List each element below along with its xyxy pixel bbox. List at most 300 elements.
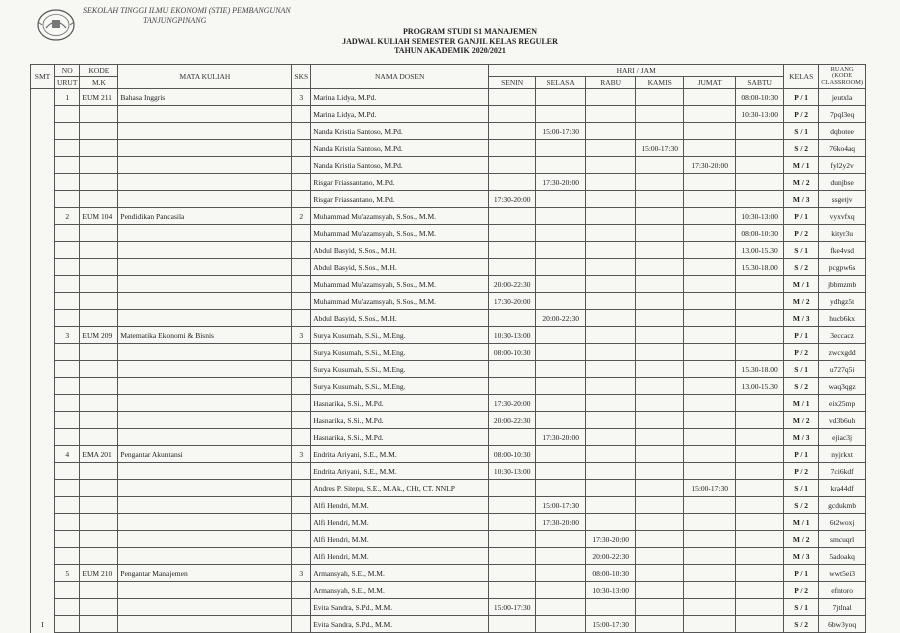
row-sks xyxy=(292,344,311,361)
row-sks xyxy=(292,395,311,412)
row-kelas: P / 1 xyxy=(784,565,819,582)
row-rabu xyxy=(586,157,636,174)
row-dosen: Nanda Kristia Santoso, M.Pd. xyxy=(311,123,489,140)
row-senin xyxy=(489,310,536,327)
row-rabu xyxy=(586,412,636,429)
institution-name xyxy=(83,6,291,26)
row-kode xyxy=(80,157,118,174)
header-day-jumat: JUMAT xyxy=(684,77,736,89)
row-selasa xyxy=(536,259,586,276)
row-dosen: Hasnarika, S.Si., M.Pd. xyxy=(311,395,489,412)
row-kode xyxy=(80,378,118,395)
row-jumat xyxy=(684,395,736,412)
row-ruang: pcgpw6s xyxy=(819,259,866,276)
row-kode xyxy=(80,123,118,140)
row-ruang: ejiac3j xyxy=(819,429,866,446)
row-kode: EUM 211 xyxy=(80,89,118,106)
row-smt xyxy=(31,259,55,276)
row-no xyxy=(55,395,80,412)
row-kamis xyxy=(636,225,684,242)
row-sks xyxy=(292,293,311,310)
row-kelas: M / 3 xyxy=(784,429,819,446)
row-kamis xyxy=(636,446,684,463)
row-kelas: M / 1 xyxy=(784,514,819,531)
row-jumat xyxy=(684,582,736,599)
row-jumat xyxy=(684,123,736,140)
row-jumat xyxy=(684,599,736,616)
row-rabu: 15:00-17:30 xyxy=(586,616,636,633)
row-kelas: M / 2 xyxy=(784,174,819,191)
row-sks xyxy=(292,157,311,174)
row-no xyxy=(55,480,80,497)
row-senin xyxy=(489,225,536,242)
row-selasa xyxy=(536,361,586,378)
row-mata-kuliah xyxy=(118,140,292,157)
row-smt xyxy=(31,242,55,259)
row-no xyxy=(55,429,80,446)
row-no xyxy=(55,412,80,429)
row-jumat xyxy=(684,276,736,293)
row-dosen: Hasnarika, S.Si., M.Pd. xyxy=(311,429,489,446)
row-kamis xyxy=(636,106,684,123)
row-ruang: fyl2y2v xyxy=(819,157,866,174)
row-mata-kuliah xyxy=(118,514,292,531)
row-kelas: P / 2 xyxy=(784,582,819,599)
row-rabu xyxy=(586,378,636,395)
row-mata-kuliah: Bahasa Inggris xyxy=(118,89,292,106)
row-ruang: vyxvfxq xyxy=(819,208,866,225)
row-jumat xyxy=(684,293,736,310)
row-ruang: 6t2woxj xyxy=(819,514,866,531)
row-dosen: Andres P. Sitepu, S.E., M.Ak., CHt, CT. NNLP xyxy=(311,480,489,497)
row-selasa xyxy=(536,412,586,429)
row-dosen: Hasnarika, S.Si., M.Pd. xyxy=(311,412,489,429)
row-sabtu xyxy=(736,276,784,293)
row-ruang: u727q5i xyxy=(819,361,866,378)
row-senin: 17:30-20:00 xyxy=(489,395,536,412)
row-kamis xyxy=(636,599,684,616)
row-senin: 08:00-10:30 xyxy=(489,344,536,361)
row-jumat xyxy=(684,548,736,565)
row-mata-kuliah xyxy=(118,497,292,514)
row-senin xyxy=(489,582,536,599)
row-sks xyxy=(292,310,311,327)
row-sabtu xyxy=(736,429,784,446)
row-ruang: jbbmzmb xyxy=(819,276,866,293)
row-kode xyxy=(80,259,118,276)
row-dosen: Marina Lidya, M.Pd. xyxy=(311,89,489,106)
row-kelas: P / 2 xyxy=(784,106,819,123)
row-mata-kuliah xyxy=(118,361,292,378)
row-no xyxy=(55,310,80,327)
row-no xyxy=(55,242,80,259)
row-selasa xyxy=(536,208,586,225)
row-sabtu: 15.30-18.00 xyxy=(736,361,784,378)
row-smt xyxy=(31,310,55,327)
row-sabtu xyxy=(736,582,784,599)
row-no xyxy=(55,531,80,548)
row-mata-kuliah xyxy=(118,310,292,327)
row-jumat xyxy=(684,429,736,446)
row-kelas: M / 3 xyxy=(784,548,819,565)
row-kamis xyxy=(636,191,684,208)
row-selasa xyxy=(536,616,586,633)
row-dosen: Muhammad Mu'azamsyah, S.Sos., M.M. xyxy=(311,293,489,310)
row-no xyxy=(55,191,80,208)
row-selasa: 20:00-22:30 xyxy=(536,310,586,327)
row-smt xyxy=(31,378,55,395)
row-jumat xyxy=(684,310,736,327)
row-no: 4 xyxy=(55,446,80,463)
header-day-selasa: SELASA xyxy=(536,77,586,89)
row-sabtu xyxy=(736,548,784,565)
header-no: NO xyxy=(55,65,80,77)
row-rabu xyxy=(586,293,636,310)
row-sks xyxy=(292,123,311,140)
row-smt xyxy=(31,327,55,344)
row-kelas: S / 1 xyxy=(784,480,819,497)
row-sks xyxy=(292,225,311,242)
row-ruang: efntoro xyxy=(819,582,866,599)
row-senin xyxy=(489,242,536,259)
row-kode xyxy=(80,106,118,123)
row-kamis xyxy=(636,157,684,174)
row-jumat xyxy=(684,514,736,531)
table-row xyxy=(31,565,866,582)
row-rabu xyxy=(586,599,636,616)
row-dosen: Alfi Hendri, M.M. xyxy=(311,548,489,565)
row-rabu xyxy=(586,208,636,225)
row-smt xyxy=(31,123,55,140)
row-selasa xyxy=(536,548,586,565)
row-ruang: waq3qgz xyxy=(819,378,866,395)
row-smt xyxy=(31,582,55,599)
row-dosen: Risgar Friassantano, M.Pd. xyxy=(311,191,489,208)
table-row xyxy=(31,548,866,565)
row-ruang: 7pql3eq xyxy=(819,106,866,123)
row-kode xyxy=(80,514,118,531)
row-kelas: M / 3 xyxy=(784,191,819,208)
row-sabtu xyxy=(736,616,784,633)
row-sks: 3 xyxy=(292,327,311,344)
row-mata-kuliah xyxy=(118,344,292,361)
row-kode xyxy=(80,395,118,412)
row-selasa xyxy=(536,89,586,106)
row-smt xyxy=(31,548,55,565)
row-smt xyxy=(31,463,55,480)
row-ruang: nyjrkxt xyxy=(819,446,866,463)
row-smt xyxy=(31,208,55,225)
row-kamis xyxy=(636,276,684,293)
row-kamis xyxy=(636,616,684,633)
header-hari-jam: HARI / JAM xyxy=(489,65,784,77)
row-senin xyxy=(489,378,536,395)
row-jumat xyxy=(684,378,736,395)
row-sabtu: 10:30-13:00 xyxy=(736,106,784,123)
row-selasa xyxy=(536,327,586,344)
row-senin xyxy=(489,429,536,446)
row-kamis xyxy=(636,123,684,140)
row-mata-kuliah: Matematika Ekonomi & Bisnis xyxy=(118,327,292,344)
row-kelas: M / 2 xyxy=(784,293,819,310)
row-mata-kuliah xyxy=(118,242,292,259)
row-jumat xyxy=(684,361,736,378)
row-selasa xyxy=(536,565,586,582)
row-selasa xyxy=(536,599,586,616)
row-selasa xyxy=(536,191,586,208)
row-selasa xyxy=(536,157,586,174)
header-ruang-line2: (KODE xyxy=(832,72,853,80)
header-kelas: KELAS xyxy=(784,65,819,89)
row-sks xyxy=(292,106,311,123)
row-smt xyxy=(31,225,55,242)
row-kode: EUM 209 xyxy=(80,327,118,344)
table-row xyxy=(31,174,866,191)
row-rabu xyxy=(586,395,636,412)
row-senin xyxy=(489,531,536,548)
row-kode xyxy=(80,463,118,480)
header-day-senin: SENIN xyxy=(489,77,536,89)
row-selasa: 17:30-20:00 xyxy=(536,429,586,446)
header-day-sabtu: SABTU xyxy=(736,77,784,89)
row-rabu: 17:30-20:00 xyxy=(586,531,636,548)
row-kode xyxy=(80,548,118,565)
row-dosen: Evita Sandra, S.Pd., M.M. xyxy=(311,599,489,616)
table-row xyxy=(31,361,866,378)
row-no: 3 xyxy=(55,327,80,344)
row-sabtu xyxy=(736,514,784,531)
document-title xyxy=(0,27,900,56)
row-kode xyxy=(80,225,118,242)
row-smt xyxy=(31,514,55,531)
row-kelas: P / 1 xyxy=(784,208,819,225)
table-row xyxy=(31,225,866,242)
row-dosen: Surya Kusumah, S.Si., M.Eng. xyxy=(311,361,489,378)
row-kamis xyxy=(636,378,684,395)
row-sks xyxy=(292,242,311,259)
row-dosen: Abdul Basyid, S.Sos., M.H. xyxy=(311,259,489,276)
row-rabu xyxy=(586,480,636,497)
row-selasa: 15:00-17:30 xyxy=(536,123,586,140)
row-rabu xyxy=(586,327,636,344)
title-line2: JADWAL KULIAH SEMESTER GANJIL KELAS REGULER xyxy=(342,36,558,46)
row-rabu xyxy=(586,497,636,514)
row-ruang: 6bw3yoq xyxy=(819,616,866,633)
row-mata-kuliah xyxy=(118,174,292,191)
row-ruang: 7ci6kdf xyxy=(819,463,866,480)
row-senin xyxy=(489,361,536,378)
row-smt xyxy=(31,361,55,378)
table-row xyxy=(31,378,866,395)
row-dosen: Surya Kusumah, S.Si., M.Eng. xyxy=(311,378,489,395)
row-jumat xyxy=(684,616,736,633)
row-mata-kuliah xyxy=(118,429,292,446)
row-ruang: dqbotee xyxy=(819,123,866,140)
table-row xyxy=(31,89,866,106)
row-rabu: 10:30-13:00 xyxy=(586,582,636,599)
row-selasa xyxy=(536,276,586,293)
table-row xyxy=(31,208,866,225)
row-ruang: gcdukmb xyxy=(819,497,866,514)
row-jumat: 17:30-20:00 xyxy=(684,157,736,174)
header-ruang-line3: CLASSROOM) xyxy=(821,78,864,86)
row-kelas: M / 1 xyxy=(784,395,819,412)
header-sks: SKS xyxy=(292,65,311,89)
row-ruang: vd3b6uh xyxy=(819,412,866,429)
row-senin xyxy=(489,174,536,191)
header-ruang-line1: RUANG xyxy=(830,65,854,73)
table-row xyxy=(31,395,866,412)
row-sks xyxy=(292,582,311,599)
row-rabu xyxy=(586,429,636,446)
table-row xyxy=(31,463,866,480)
row-sabtu: 10:30-13:00 xyxy=(736,208,784,225)
row-selasa xyxy=(536,582,586,599)
row-no xyxy=(55,548,80,565)
row-selasa: 17:30-20:00 xyxy=(536,174,586,191)
row-sabtu xyxy=(736,140,784,157)
table-row xyxy=(31,327,866,344)
row-jumat xyxy=(684,89,736,106)
row-no xyxy=(55,123,80,140)
row-selasa xyxy=(536,344,586,361)
row-dosen: Alfi Hendri, M.M. xyxy=(311,497,489,514)
row-no xyxy=(55,157,80,174)
row-ruang: ydhgz5t xyxy=(819,293,866,310)
row-dosen: Surya Kusumah, S.Si., M.Eng. xyxy=(311,344,489,361)
row-no xyxy=(55,599,80,616)
row-smt xyxy=(31,395,55,412)
row-ruang: 76ko4aq xyxy=(819,140,866,157)
row-kelas: S / 1 xyxy=(784,361,819,378)
row-kelas: S / 2 xyxy=(784,497,819,514)
row-no: 1 xyxy=(55,89,80,106)
row-no xyxy=(55,463,80,480)
row-sks xyxy=(292,259,311,276)
table-row xyxy=(31,140,866,157)
table-row xyxy=(31,344,866,361)
institution-line1: SEKOLAH TINGGI ILMU EKONOMI (STIE) PEMBANGUNAN xyxy=(83,6,291,15)
row-senin: 20:00-22:30 xyxy=(489,276,536,293)
header-smt: SMT xyxy=(31,65,55,89)
row-sks xyxy=(292,548,311,565)
row-senin xyxy=(489,123,536,140)
table-row xyxy=(31,582,866,599)
row-dosen: Muhammad Mu'azamsyah, S.Sos., M.M. xyxy=(311,225,489,242)
row-sks xyxy=(292,191,311,208)
schedule-table xyxy=(30,64,866,633)
row-ruang: ssgetjv xyxy=(819,191,866,208)
row-kelas: P / 2 xyxy=(784,344,819,361)
row-no xyxy=(55,514,80,531)
row-sks xyxy=(292,361,311,378)
row-selasa: 17:30-20:00 xyxy=(536,514,586,531)
row-senin xyxy=(489,208,536,225)
row-kamis xyxy=(636,293,684,310)
row-kode xyxy=(80,361,118,378)
row-kelas: S / 2 xyxy=(784,378,819,395)
row-ruang: fke4vsd xyxy=(819,242,866,259)
table-row xyxy=(31,446,866,463)
row-kode xyxy=(80,310,118,327)
row-rabu xyxy=(586,174,636,191)
row-jumat xyxy=(684,208,736,225)
row-mata-kuliah xyxy=(118,259,292,276)
row-kamis xyxy=(636,259,684,276)
row-senin: 17:30-20:00 xyxy=(489,293,536,310)
row-mata-kuliah xyxy=(118,412,292,429)
row-dosen: Risgar Friassantano, M.Pd. xyxy=(311,174,489,191)
table-row xyxy=(31,599,866,616)
row-smt xyxy=(31,157,55,174)
row-senin xyxy=(489,616,536,633)
row-mata-kuliah xyxy=(118,276,292,293)
row-kode xyxy=(80,616,118,633)
title-line3: TAHUN AKADEMIK 2020/2021 xyxy=(394,46,506,55)
row-mata-kuliah xyxy=(118,293,292,310)
row-kelas: S / 1 xyxy=(784,123,819,140)
row-kelas: S / 1 xyxy=(784,599,819,616)
row-dosen: Nanda Kristia Santoso, M.Pd. xyxy=(311,140,489,157)
row-ruang: jeutxla xyxy=(819,89,866,106)
row-rabu xyxy=(586,514,636,531)
row-sks: 3 xyxy=(292,89,311,106)
row-ruang: zwcxgdd xyxy=(819,344,866,361)
row-senin xyxy=(489,514,536,531)
row-ruang: kityr3u xyxy=(819,225,866,242)
table-row xyxy=(31,106,866,123)
row-kode: EUM 104 xyxy=(80,208,118,225)
header-day-rabu: RABU xyxy=(586,77,636,89)
row-kode xyxy=(80,293,118,310)
row-jumat xyxy=(684,565,736,582)
row-kode xyxy=(80,497,118,514)
row-dosen: Muhammad Mu'azamsyah, S.Sos., M.M. xyxy=(311,208,489,225)
row-selasa xyxy=(536,378,586,395)
row-kamis xyxy=(636,582,684,599)
row-ruang: dunjbse xyxy=(819,174,866,191)
row-senin xyxy=(489,565,536,582)
row-kamis xyxy=(636,174,684,191)
table-row xyxy=(31,514,866,531)
row-selasa xyxy=(536,446,586,463)
row-smt xyxy=(31,276,55,293)
row-kamis: 15:00-17:30 xyxy=(636,140,684,157)
row-sks xyxy=(292,276,311,293)
row-kode xyxy=(80,242,118,259)
table-row xyxy=(31,191,866,208)
row-senin: 15:00-17:30 xyxy=(489,599,536,616)
row-kamis xyxy=(636,548,684,565)
row-kamis xyxy=(636,89,684,106)
row-rabu xyxy=(586,225,636,242)
row-mata-kuliah xyxy=(118,378,292,395)
row-selasa xyxy=(536,395,586,412)
row-dosen: Marina Lidya, M.Pd. xyxy=(311,106,489,123)
row-mata-kuliah xyxy=(118,191,292,208)
row-dosen: Armansyah, S.E., M.M. xyxy=(311,582,489,599)
row-kode xyxy=(80,531,118,548)
row-kamis xyxy=(636,480,684,497)
row-kamis xyxy=(636,242,684,259)
row-jumat xyxy=(684,106,736,123)
row-senin xyxy=(489,89,536,106)
row-mata-kuliah xyxy=(118,395,292,412)
row-smt xyxy=(31,174,55,191)
row-kelas: P / 1 xyxy=(784,89,819,106)
row-ruang: hucb6kx xyxy=(819,310,866,327)
row-kelas: M / 2 xyxy=(784,412,819,429)
